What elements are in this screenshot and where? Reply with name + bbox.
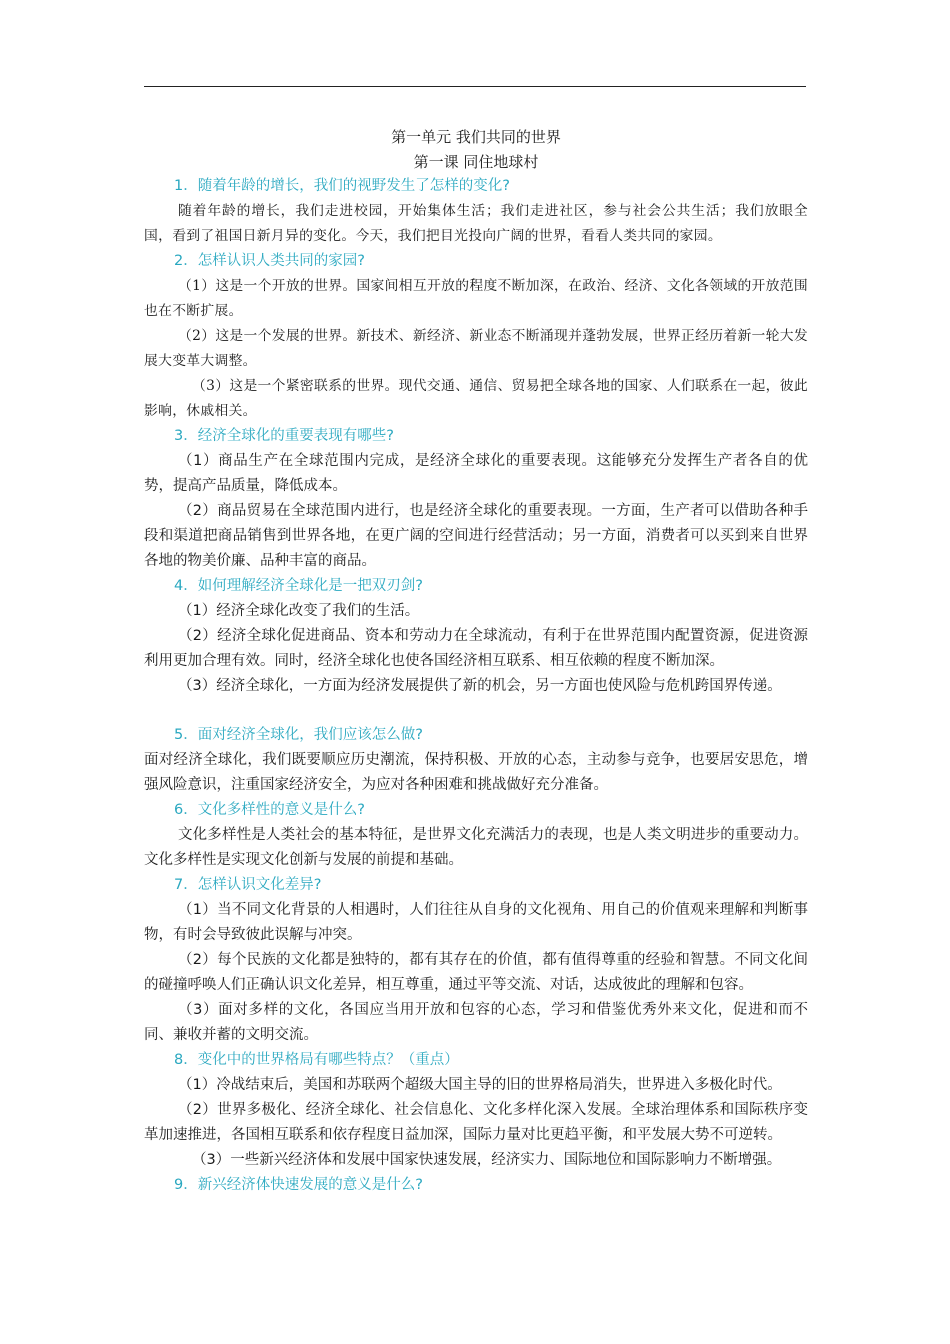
- answer-paragraph: （2）这是一个发展的世界。新技术、新经济、新业态不断涌现并蓬勃发展，世界正经历着新一轮大发展大变革大调整。: [144, 328, 808, 369]
- unit-title: 第一单元 我们共同的世界: [391, 128, 561, 146]
- question-heading: 3．经济全球化的重要表现有哪些?: [174, 428, 394, 444]
- answer-paragraph: 面对经济全球化，我们既要顺应历史潮流，保持积极、开放的心态，主动参与竞争，也要居安思危，增强风险意识，注重国家经济安全，为应对各种困难和挑战做好充分准备。: [144, 752, 808, 793]
- answer-paragraph: （2）商品贸易在全球范围内进行，也是经济全球化的重要表现。一方面，生产者可以借助各种手段和渠道把商品销售到世界各地，在更广阔的空间进行经营活动；另一方面，消费者可以买到来自世界各地的物美价廉、品种丰富的商品。: [144, 503, 808, 569]
- answer-paragraph: （2）每个民族的文化都是独特的，都有其存在的价值，都有值得尊重的经验和智慧。不同文化间的碰撞呼唤人们正确认识文化差异，相互尊重，通过平等交流、对话，达成彼此的理解和包容。: [144, 952, 808, 993]
- answer-paragraph: 随着年龄的增长，我们走进校园，开始集体生活；我们走进社区，参与社会公共生活；我们放眼全国，看到了祖国日新月异的变化。今天，我们把目光投向广阔的世界，看看人类共同的家园。: [144, 203, 808, 244]
- answer-paragraph: （1）这是一个开放的世界。国家间相互开放的程度不断加深，在政治、经济、文化各领域的开放范围也在不断扩展。: [144, 278, 808, 319]
- document-body: [144, 124, 808, 1198]
- answer-paragraph: 文化多样性是人类社会的基本特征，是世界文化充满活力的表现，也是人类文明进步的重要动力。文化多样性是实现文化创新与发展的前提和基础。: [144, 827, 808, 868]
- answer-paragraph: （1）商品生产在全球范围内完成，是经济全球化的重要表现。这能够充分发挥生产者各自的优势，提高产品质量，降低成本。: [144, 453, 808, 494]
- header-rule: [144, 86, 806, 87]
- question-heading: 7．怎样认识文化差异?: [174, 877, 322, 893]
- answer-paragraph: （3）一些新兴经济体和发展中国家快速发展，经济实力、国际地位和国际影响力不断增强。: [192, 1152, 782, 1168]
- lesson-title: 第一课 同住地球村: [413, 153, 539, 171]
- question-heading: 4．如何理解经济全球化是一把双刃剑?: [174, 578, 423, 594]
- question-heading: 6．文化多样性的意义是什么?: [174, 802, 365, 818]
- answer-paragraph: （3）经济全球化，一方面为经济发展提供了新的机会，另一方面也使风险与危机跨国界传递。: [178, 678, 782, 694]
- question-heading: 8．变化中的世界格局有哪些特点？（重点）: [174, 1052, 459, 1068]
- answer-paragraph: （2）经济全球化促进商品、资本和劳动力在全球流动，有利于在世界范围内配置资源，促进资源利用更加合理有效。同时，经济全球化也使各国经济相互联系、相互依赖的程度不断加深。: [144, 628, 808, 669]
- answer-paragraph: （1）经济全球化改变了我们的生活。: [178, 603, 420, 619]
- answer-paragraph: （3）面对多样的文化，各国应当用开放和包容的心态，学习和借鉴优秀外来文化，促进和而不同、兼收并蓄的文明交流。: [144, 1002, 808, 1043]
- question-heading: 1．随着年龄的增长，我们的视野发生了怎样的变化?: [174, 178, 510, 194]
- question-heading: 5．面对经济全球化，我们应该怎么做?: [174, 727, 423, 743]
- answer-paragraph: （1）当不同文化背景的人相遇时，人们往往从自身的文化视角、用自己的价值观来理解和判断事物，有时会导致彼此误解与冲突。: [144, 902, 808, 943]
- blank-line: [144, 699, 808, 723]
- question-heading: 9．新兴经济体快速发展的意义是什么?: [174, 1177, 423, 1193]
- answer-paragraph: （3）这是一个紧密联系的世界。现代交通、通信、贸易把全球各地的国家、人们联系在一起，彼此影响，休戚相关。: [144, 378, 808, 419]
- question-heading: 2．怎样认识人类共同的家园?: [174, 253, 365, 269]
- answer-paragraph: （2）世界多极化、经济全球化、社会信息化、文化多样化深入发展。全球治理体系和国际秩序变革加速推进，各国相互联系和依存程度日益加深，国际力量对比更趋平衡，和平发展大势不可逆转。: [144, 1102, 808, 1143]
- answer-paragraph: （1）冷战结束后，美国和苏联两个超级大国主导的旧的世界格局消失，世界进入多极化时代。: [178, 1077, 782, 1093]
